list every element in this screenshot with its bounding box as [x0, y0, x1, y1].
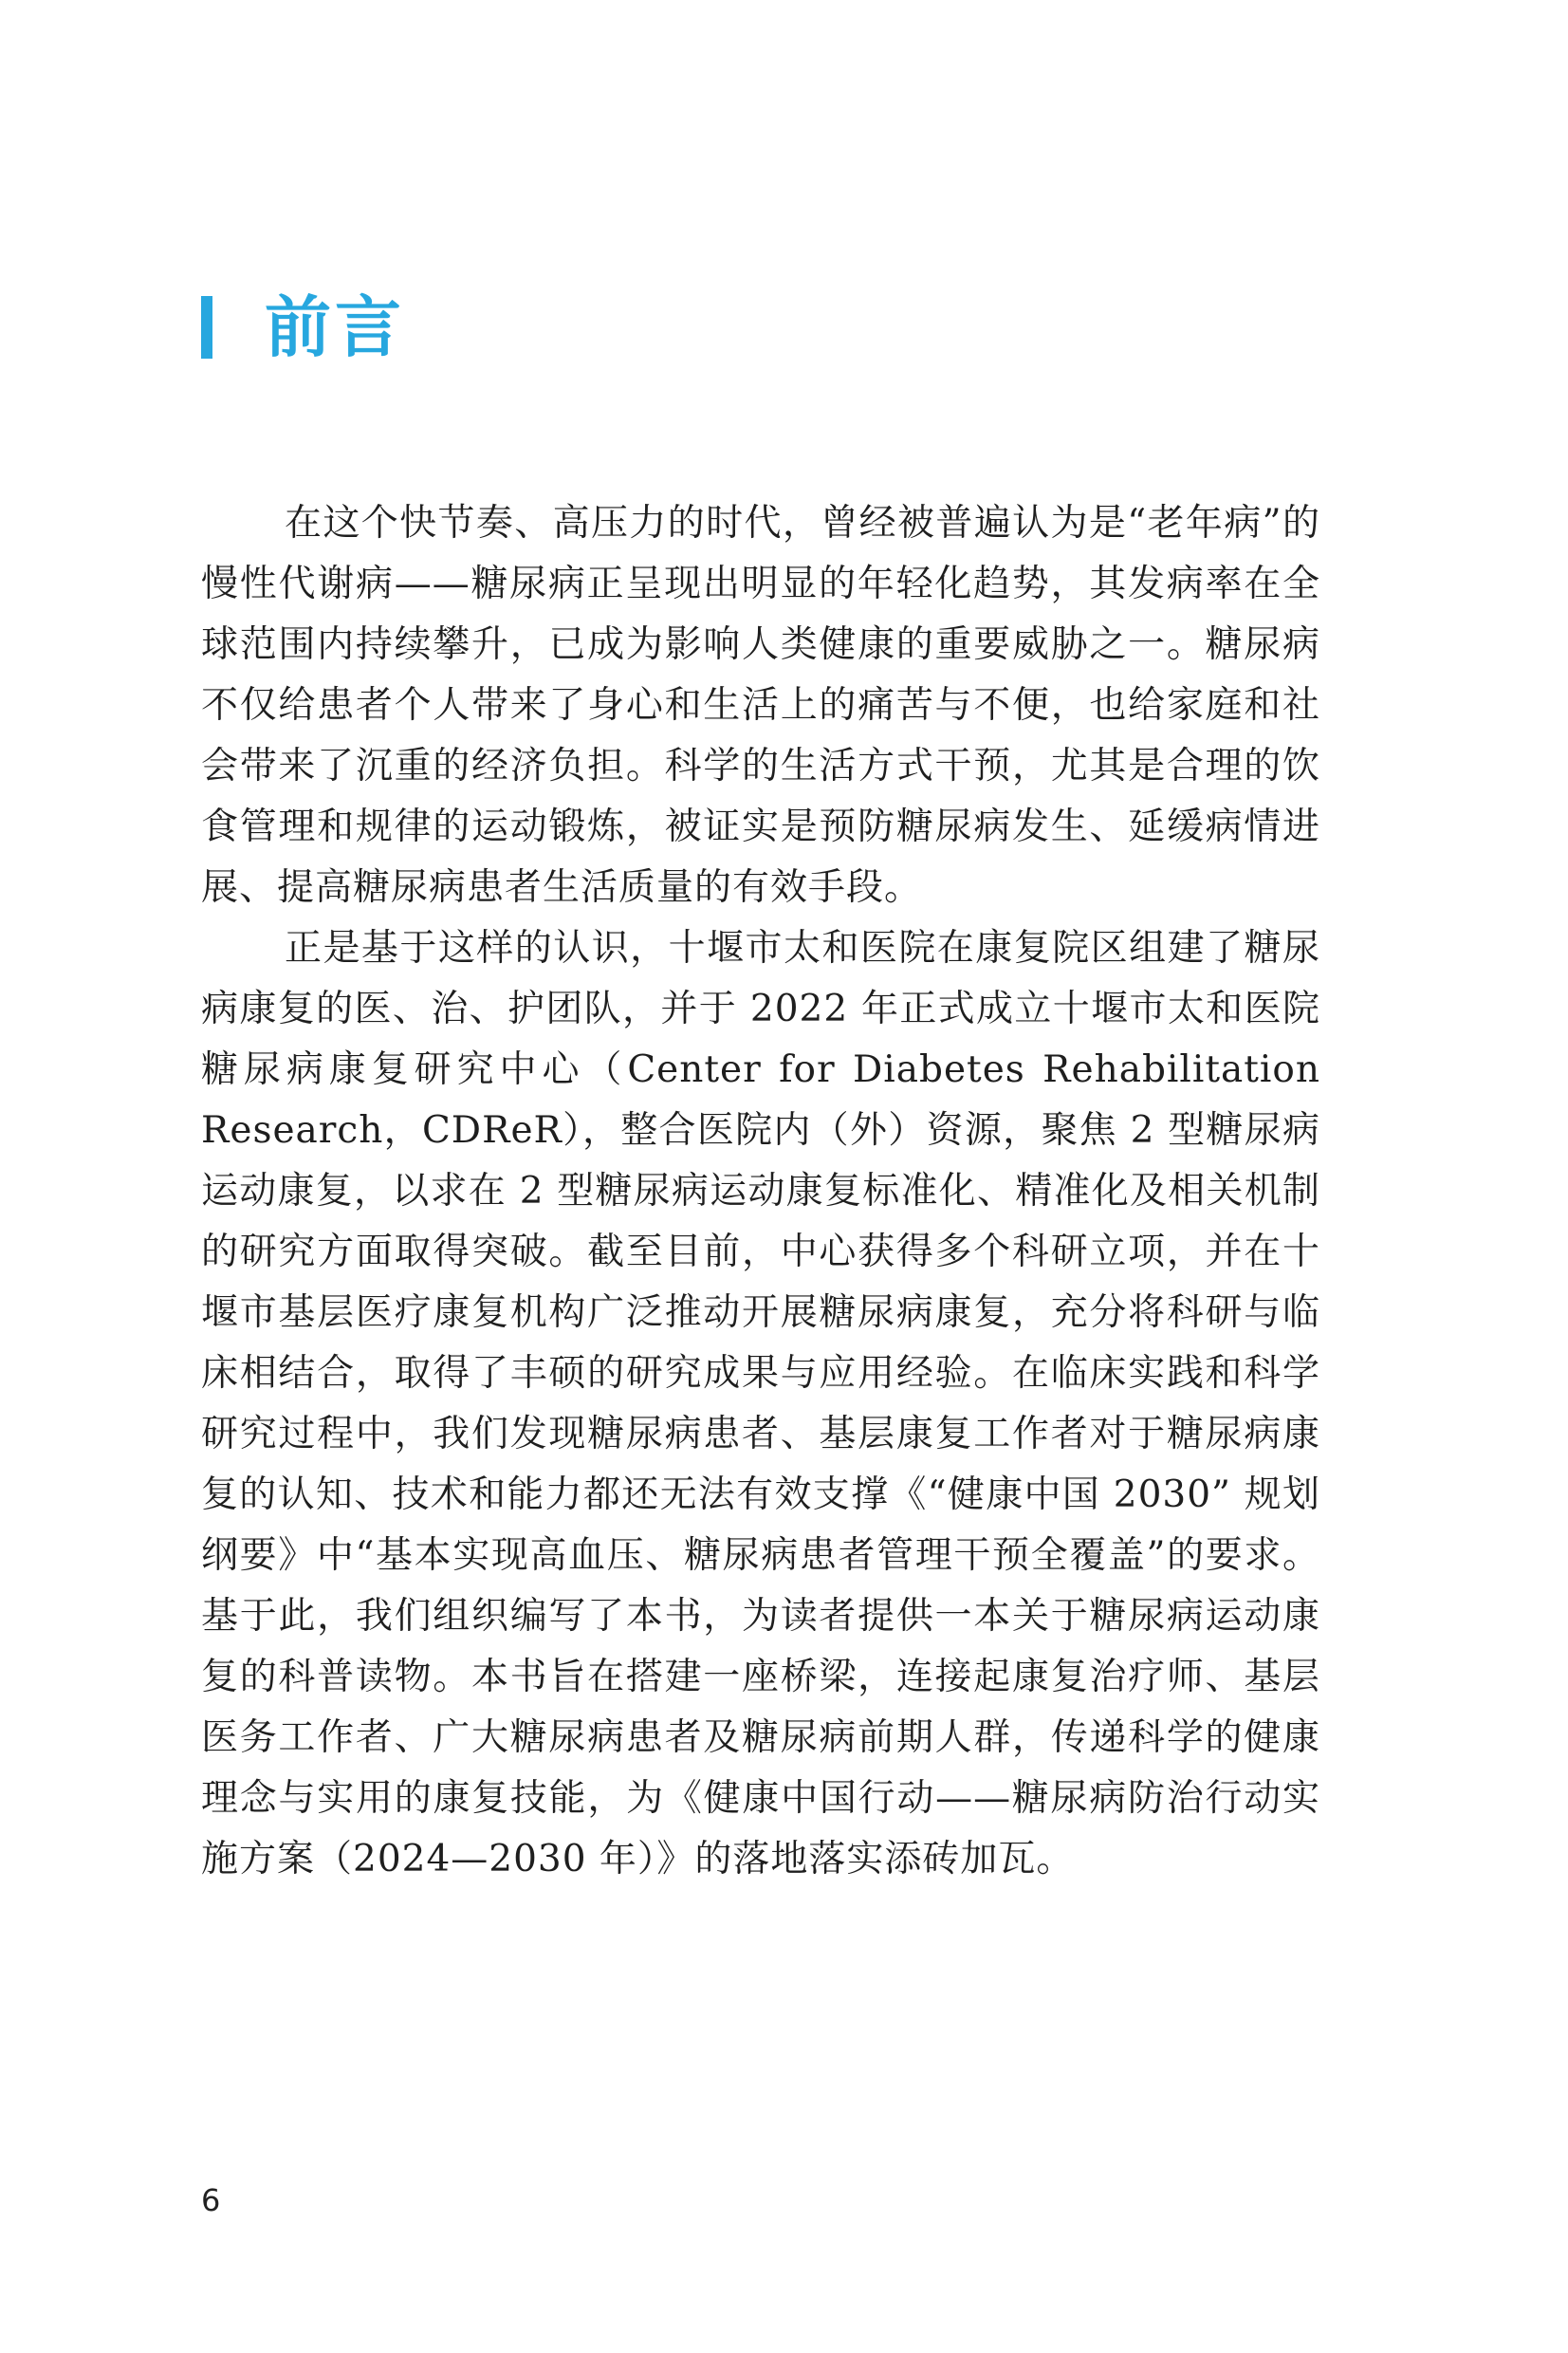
preface-body [201, 493, 1320, 1890]
page-number: 6 [201, 2182, 221, 2218]
paragraph-1: 在这个快节奏、高压力的时代，曾经被普遍认为是“老年病”的慢性代谢病——糖尿病正呈现出明显的年轻化趋势，其发病率在全球范围内持续攀升，已成为影响人类健康的重要威胁之一。糖尿病不仅给患者个人带来了身心和生活上的痛苦与不便，也给家庭和社会带来了沉重的经济负担。科学的生活方式干预，尤其是合理的饮食管理和规律的运动锻炼，被证实是预防糖尿病发生、延缓病情进展、提高糖尿病患者生活质量的有效手段。 [201, 502, 1320, 909]
paragraph-2: 正是基于这样的认识，十堰市太和医院在康复院区组建了糖尿病康复的医、治、护团队，并于 2022 年正式成立十堰市太和医院糖尿病康复研究中心（Center for Diabetes Rehabilitation Research，CDReR），整合医院内（外）资源，聚焦 2 型糖尿病运动康复，以求在 2 型糖尿病运动康复标准化、精准化及相关机制的研究方面取得突破。截至目前，中心获得多个科研立项，并在十堰市基层医疗康复机构广泛推动开展糖尿病康复，充分将科研与临床相结合，取得了丰硕的研究成果与应用经验。在临床实践和科学研究过程中，我们发现糖尿病患者、基层康复工作者对于糖尿病康复的认知、技术和能力都还无法有效支撑《“健康中国 2030” 规划纲要》中“基本实现高血压、糖尿病患者管理干预全覆盖”的要求。基于此，我们组织编写了本书，为读者提供一本关于糖尿病运动康复的科普读物。本书旨在搭建一座桥梁，连接起康复治疗师、基层医务工作者、广大糖尿病患者及糖尿病前期人群，传递科学的健康理念与实用的康复技能，为《健康中国行动——糖尿病防治行动实施方案（2024—2030 年）》的落地落实添砖加瓦。 [201, 927, 1320, 1881]
page-title: 前言 [265, 288, 405, 366]
section-heading [201, 285, 405, 370]
heading-accent-bar [201, 296, 212, 359]
